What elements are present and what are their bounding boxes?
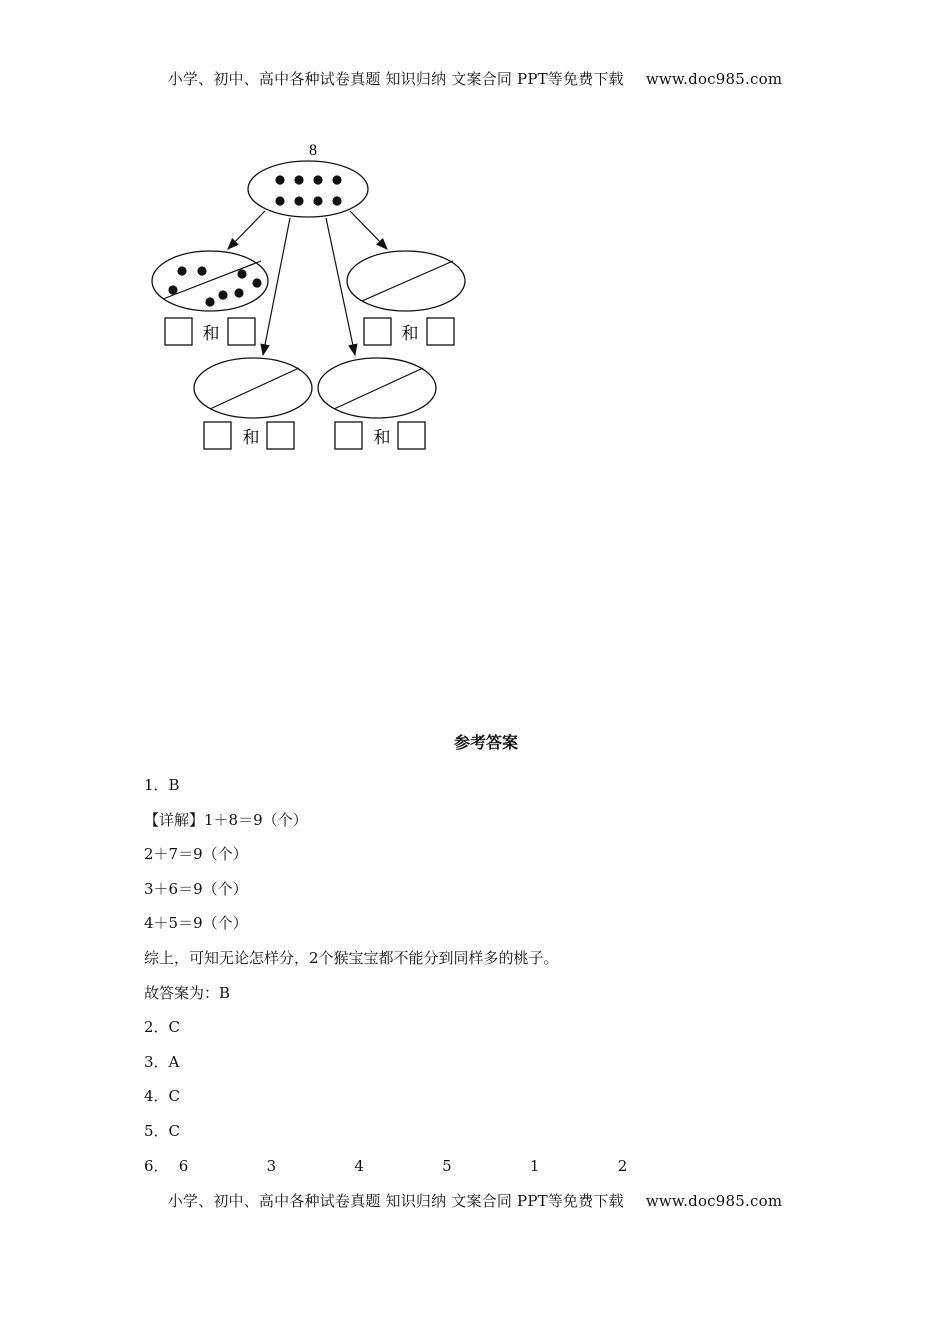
dot bbox=[294, 196, 303, 205]
dot bbox=[252, 278, 261, 287]
answer-6-value: 4 bbox=[354, 1156, 364, 1175]
answer-3: 3．A bbox=[144, 1052, 180, 1071]
split-ellipse-1 bbox=[152, 251, 268, 311]
dot bbox=[294, 175, 303, 184]
answer-4: 4．C bbox=[144, 1087, 181, 1106]
split-dots bbox=[168, 266, 261, 306]
detail-label: 【详解】 bbox=[144, 810, 205, 829]
dot bbox=[275, 196, 284, 205]
answer-5: 5．C bbox=[144, 1121, 181, 1140]
arrow-to-ellipse-2 bbox=[350, 211, 387, 249]
dot bbox=[313, 175, 322, 184]
page-header bbox=[0, 68, 950, 89]
number-split-diagram bbox=[140, 135, 480, 465]
answer-6-value: 5 bbox=[442, 1156, 452, 1175]
answer-2: 2．C bbox=[144, 1018, 181, 1037]
detail-line-4: 4＋5＝9（个） bbox=[144, 914, 248, 933]
answer-pair-3 bbox=[204, 422, 294, 449]
dot bbox=[218, 290, 227, 299]
answer-6-value: 3 bbox=[266, 1156, 277, 1175]
detail-line-3: 3＋6＝9（个） bbox=[144, 879, 248, 898]
connector-label: 和 bbox=[242, 428, 260, 448]
answer-6-label: 6． bbox=[144, 1156, 169, 1175]
answer-pair-4 bbox=[335, 422, 425, 449]
answer-box[interactable] bbox=[335, 422, 362, 449]
dot bbox=[237, 269, 246, 278]
answers-title: 参考答案 bbox=[453, 733, 518, 752]
answer-box[interactable] bbox=[427, 318, 454, 345]
connector-label: 和 bbox=[202, 324, 220, 344]
dot bbox=[168, 285, 177, 294]
top-dots bbox=[275, 175, 341, 205]
dot bbox=[275, 175, 284, 184]
header-text: 小学、初中、高中各种试卷真题 知识归纳 文案合同 PPT等免费下载 bbox=[167, 70, 624, 88]
detail-line-2: 2＋7＝9（个） bbox=[144, 845, 248, 864]
answer-box[interactable] bbox=[398, 422, 425, 449]
answer-6-value: 2 bbox=[617, 1156, 628, 1175]
footer-url[interactable]: www.doc985.com bbox=[645, 1192, 783, 1210]
answer-pair-1 bbox=[165, 318, 255, 345]
split-ellipse-4 bbox=[318, 358, 436, 418]
answer-6-value: 1 bbox=[529, 1156, 540, 1175]
split-ellipse-3 bbox=[194, 358, 312, 418]
dot bbox=[332, 196, 341, 205]
detail-summary: 综上，可知无论怎样分，2个猴宝宝都不能分到同样多的桃子。 bbox=[144, 948, 559, 967]
header-url[interactable]: www.doc985.com bbox=[645, 70, 783, 88]
connector-label: 和 bbox=[401, 324, 419, 344]
dot bbox=[234, 288, 243, 297]
answer-pair-2 bbox=[364, 318, 454, 345]
detail-line-1: 1＋8＝9（个） bbox=[204, 810, 308, 829]
answer-6-value: 6 bbox=[178, 1156, 189, 1175]
answer-1-detail bbox=[144, 803, 701, 838]
top-ellipse bbox=[248, 161, 368, 217]
dot bbox=[332, 175, 341, 184]
answer-6 bbox=[144, 1149, 701, 1184]
arrow-to-ellipse-1 bbox=[228, 211, 265, 249]
split-ellipse-2 bbox=[347, 251, 465, 311]
page-footer bbox=[0, 1190, 950, 1211]
answer-box[interactable] bbox=[204, 422, 231, 449]
answer-box[interactable] bbox=[228, 318, 255, 345]
detail-conclusion: 故答案为：B bbox=[144, 983, 231, 1002]
arrow-to-ellipse-4 bbox=[326, 218, 355, 355]
total-label: 8 bbox=[309, 142, 317, 159]
answer-box[interactable] bbox=[165, 318, 192, 345]
dot bbox=[313, 196, 322, 205]
answer-1: 1．B bbox=[144, 776, 180, 794]
answer-box[interactable] bbox=[364, 318, 391, 345]
answer-box[interactable] bbox=[267, 422, 294, 449]
connector-label: 和 bbox=[373, 428, 391, 448]
footer-text: 小学、初中、高中各种试卷真题 知识归纳 文案合同 PPT等免费下载 bbox=[167, 1192, 624, 1210]
dot bbox=[177, 266, 186, 275]
answers-section bbox=[144, 768, 701, 1183]
dot bbox=[205, 297, 214, 306]
dot bbox=[197, 266, 206, 275]
